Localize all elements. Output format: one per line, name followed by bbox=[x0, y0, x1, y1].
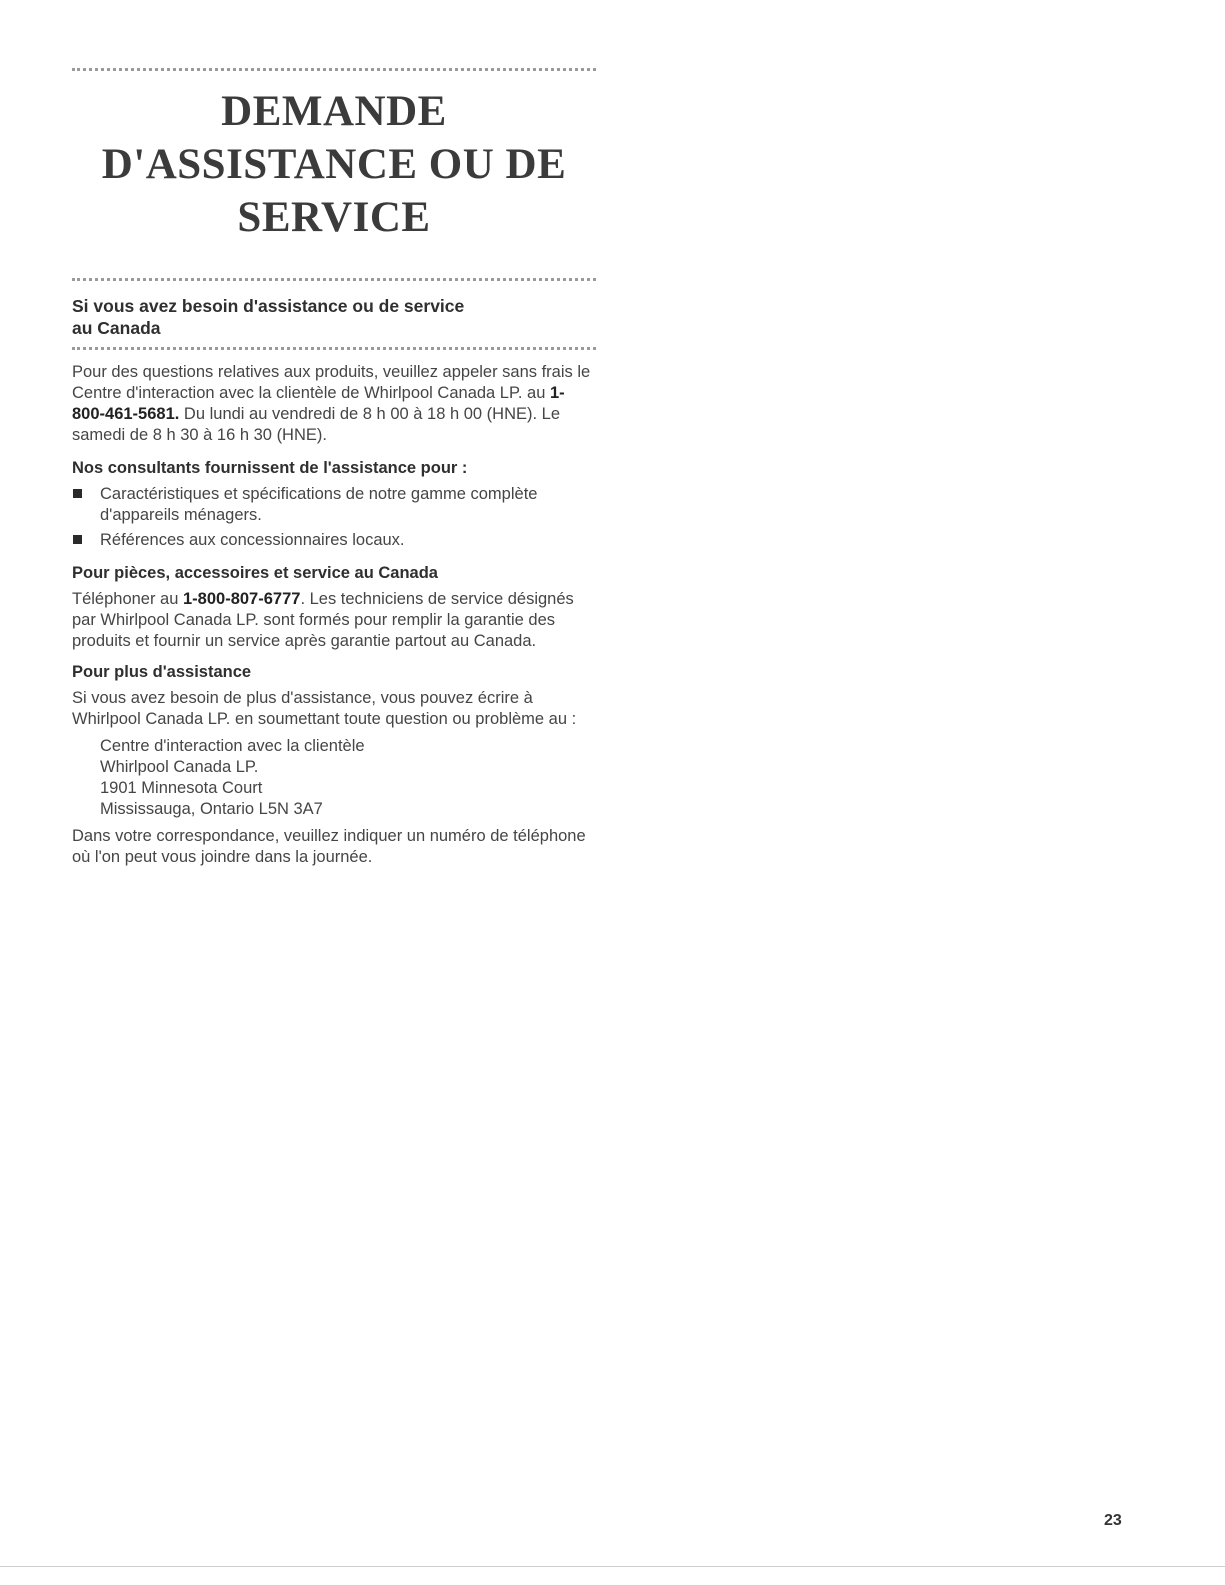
mailing-address bbox=[100, 736, 596, 820]
content-column bbox=[72, 68, 596, 868]
address-line: Centre d'interaction avec la clientèle bbox=[100, 737, 365, 755]
page-number: 23 bbox=[1104, 1512, 1122, 1529]
consultants-heading: Nos consultants fournissent de l'assistance pour : bbox=[72, 459, 468, 477]
page-title-line2: SERVICE bbox=[237, 194, 431, 241]
square-bullet-icon bbox=[73, 489, 82, 498]
intro-hours-text: Du lundi au vendredi de 8 h 00 à 18 h 00 (HNE). Le samedi de 8 h 30 à 16 h 30 (HNE). bbox=[72, 405, 561, 444]
customer-phone-number: 1-800-461-5681. bbox=[72, 384, 565, 423]
address-line: 1901 Minnesota Court bbox=[100, 779, 263, 797]
consultants-list bbox=[72, 484, 596, 551]
bottom-edge-rule bbox=[0, 1566, 1225, 1567]
section-dotted-rule bbox=[72, 347, 596, 350]
title-dotted-rule bbox=[72, 278, 596, 281]
list-item bbox=[72, 484, 596, 526]
top-dotted-rule bbox=[72, 68, 596, 71]
parts-heading: Pour pièces, accessoires et service au Canada bbox=[72, 564, 438, 582]
section-heading-line2: au Canada bbox=[72, 318, 161, 338]
parts-phone-number: 1-800-807-6777 bbox=[183, 590, 301, 608]
list-item bbox=[72, 530, 596, 551]
page-title-line1: DEMANDE D'ASSISTANCE OU DE bbox=[101, 88, 567, 188]
page-title bbox=[72, 85, 596, 244]
section-heading-line1: Si vous avez besoin d'assistance ou de service bbox=[72, 296, 465, 316]
intro-paragraph bbox=[72, 362, 596, 446]
address-line: Whirlpool Canada LP. bbox=[100, 758, 259, 776]
parts-text: Téléphoner au bbox=[72, 590, 183, 608]
closing-paragraph: Dans votre correspondance, veuillez indiquer un numéro de téléphone où l'on peut vous joindre dans la journée. bbox=[72, 827, 586, 866]
more-help-heading: Pour plus d'assistance bbox=[72, 663, 252, 681]
parts-details-text: . Les techniciens de service désignés par Whirlpool Canada LP. sont formés pour remplir la garantie des produits et fournir un service après garantie partout au Canada. bbox=[72, 590, 574, 650]
parts-paragraph bbox=[72, 589, 596, 652]
section-heading bbox=[72, 295, 596, 339]
list-item-text: Références aux concessionnaires locaux. bbox=[100, 531, 405, 549]
square-bullet-icon bbox=[73, 535, 82, 544]
address-line: Mississauga, Ontario L5N 3A7 bbox=[100, 800, 323, 818]
list-item-text: Caractéristiques et spécifications de notre gamme complète d'appareils ménagers. bbox=[100, 485, 538, 524]
intro-text: Pour des questions relatives aux produits, veuillez appeler sans frais le Centre d'interaction avec la clientèle de Whirlpool Canada LP. au bbox=[72, 363, 591, 402]
more-help-paragraph: Si vous avez besoin de plus d'assistance, vous pouvez écrire à Whirlpool Canada LP. en soumettant toute question ou problème au : bbox=[72, 689, 577, 728]
